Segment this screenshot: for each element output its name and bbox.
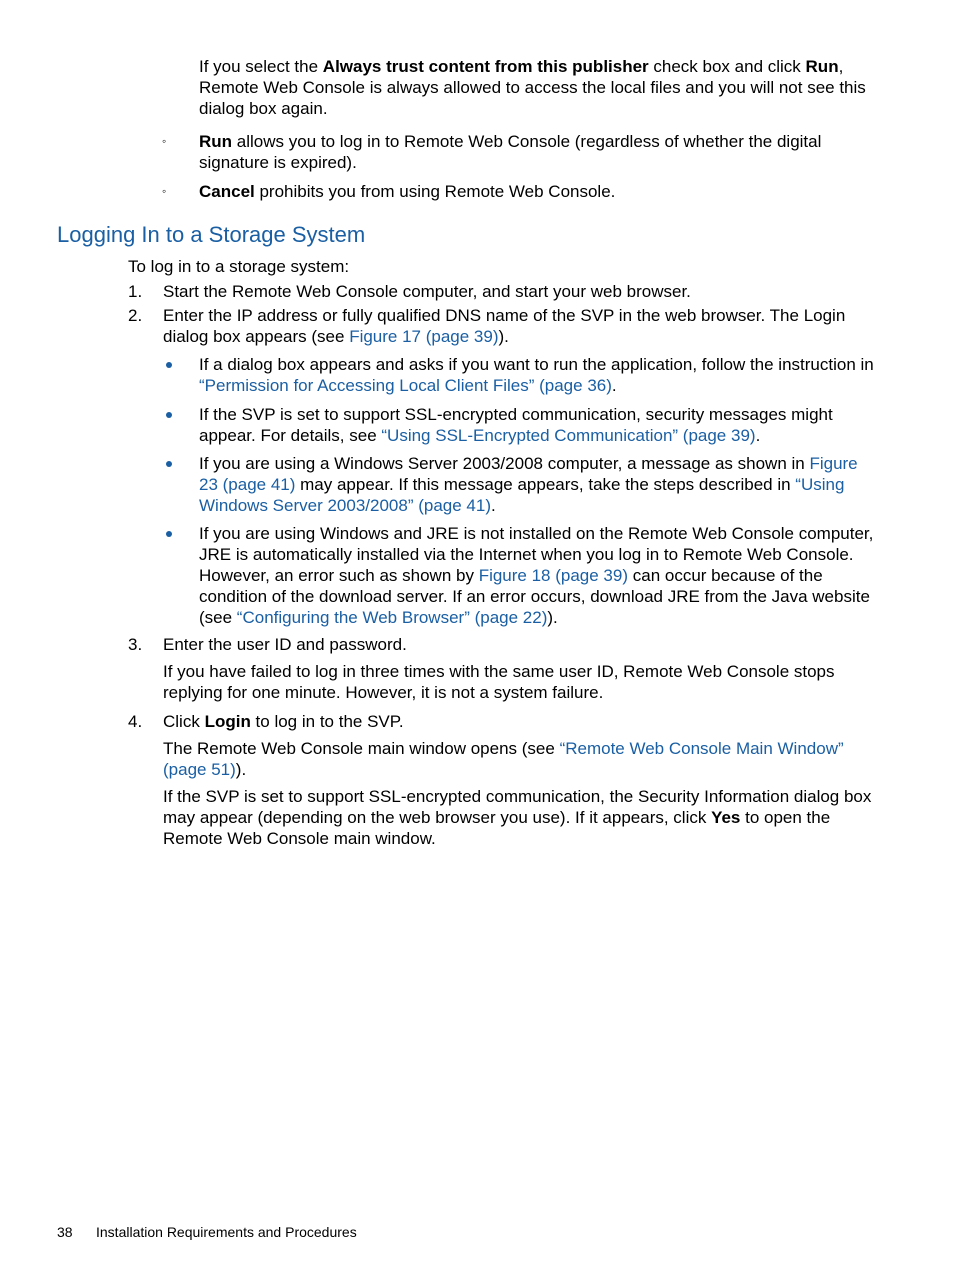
bullet-windows-server bbox=[199, 453, 874, 516]
text-span: If the SVP is set to support SSL-encrypted communication, security messages might appear. For details, see bbox=[199, 405, 833, 445]
step-3-note: If you have failed to log in three times with the same user ID, Remote Web Console stops replying for one minute. However, it is not a system failure. bbox=[163, 662, 835, 702]
bold-run-label: Run bbox=[199, 132, 233, 151]
step-1-text: Start the Remote Web Console computer, and start your web browser. bbox=[163, 282, 691, 301]
text-span: If you are using a Windows Server 2003/2008 computer, a message as shown in bbox=[199, 454, 810, 473]
text-span: . bbox=[755, 426, 761, 445]
text-span: The Remote Web Console main window opens (see bbox=[163, 739, 560, 758]
text-span: , Remote Web Console is always allowed to access the local files and you will not see this dialog box again. bbox=[199, 57, 866, 118]
text-span: Click bbox=[163, 712, 205, 731]
text-span: ). bbox=[498, 327, 509, 346]
step-4-text bbox=[163, 711, 874, 732]
text-span: may appear. If this message appears, take the steps described in bbox=[295, 475, 796, 494]
figure-18-link[interactable]: Figure 18 (page 39) bbox=[478, 566, 629, 585]
circle-bullet-icon: ◦ bbox=[162, 134, 167, 148]
text-span: . bbox=[611, 376, 617, 395]
step-3-text: Enter the user ID and password. bbox=[163, 635, 407, 654]
text-span: prohibits you from using Remote Web Console. bbox=[254, 182, 616, 201]
bullet-dot-icon bbox=[166, 531, 172, 537]
text-span: . bbox=[491, 496, 496, 515]
configuring-web-browser-link[interactable]: “Configuring the Web Browser” (page 22) bbox=[236, 608, 548, 627]
step-2-text bbox=[163, 305, 874, 347]
cancel-bullet-text bbox=[199, 181, 874, 202]
permission-local-files-link[interactable]: “Permission for Accessing Local Client Files” (page 36) bbox=[199, 376, 612, 395]
text-span: can occur because of the condition of the download server. If an error occurs, download JRE from the Java website (see bbox=[199, 566, 870, 627]
figure-23-link[interactable]: Figure 23 (page 41) bbox=[199, 454, 858, 494]
main-window-link[interactable]: “Remote Web Console Main Window” (page 51) bbox=[163, 739, 844, 779]
text-span: If you select the bbox=[199, 57, 323, 76]
text-span: ). bbox=[235, 760, 247, 779]
bold-cancel-label: Cancel bbox=[199, 182, 255, 201]
text-span: to open the Remote Web Console main window. bbox=[163, 808, 831, 848]
text-span: ). bbox=[547, 608, 558, 627]
step-number: 3. bbox=[128, 635, 143, 654]
step-4-note-main-window bbox=[163, 738, 874, 780]
text-span: check box and click bbox=[648, 57, 806, 76]
bullet-jre-install bbox=[199, 523, 874, 628]
step-number: 1. bbox=[128, 282, 143, 301]
step-4-note-security bbox=[163, 786, 874, 849]
trust-publisher-paragraph bbox=[199, 56, 874, 119]
text-span: to log in to the SVP. bbox=[250, 712, 404, 731]
text-span: If you are using Windows and JRE is not installed on the Remote Web Console computer, JRE is automatically installed via the Internet when you log in to Remote Web Console. However, an error such as shown by bbox=[199, 524, 874, 585]
text-span: If the SVP is set to support SSL-encrypted communication, the Security Information dialog box may appear (depending on the web browser you use). If it appears, click bbox=[163, 787, 872, 827]
bullet-dot-icon bbox=[166, 362, 172, 368]
page-number: 38 bbox=[57, 1224, 73, 1240]
bullet-dot-icon bbox=[166, 412, 172, 418]
text-span: allows you to log in to Remote Web Console (regardless of whether the digital signature is expired). bbox=[199, 132, 822, 172]
bold-checkbox-label: Always trust content from this publisher bbox=[322, 57, 649, 76]
text-span: Enter the IP address or fully qualified DNS name of the SVP in the web browser. The Login dialog box appears (see bbox=[163, 306, 846, 346]
bullet-run-application bbox=[199, 354, 874, 396]
run-bullet-text bbox=[199, 131, 874, 173]
section-lead: To log in to a storage system: bbox=[128, 257, 350, 276]
bullet-ssl-messages bbox=[199, 404, 874, 446]
step-number: 2. bbox=[128, 306, 143, 325]
ssl-communication-link[interactable]: “Using SSL-Encrypted Communication” (page 39) bbox=[381, 426, 756, 445]
bold-login-label: Login bbox=[204, 712, 251, 731]
circle-bullet-icon: ◦ bbox=[162, 184, 167, 198]
bold-yes-label: Yes bbox=[711, 808, 741, 827]
bold-run-label: Run bbox=[805, 57, 839, 76]
section-heading: Logging In to a Storage System bbox=[57, 222, 366, 247]
footer-chapter-title: Installation Requirements and Procedures bbox=[96, 1224, 357, 1240]
bullet-dot-icon bbox=[166, 461, 172, 467]
windows-server-link[interactable]: “Using Windows Server 2003/2008” (page 41) bbox=[199, 475, 845, 515]
text-span: If a dialog box appears and asks if you want to run the application, follow the instruction in bbox=[199, 355, 874, 374]
figure-17-link[interactable]: Figure 17 (page 39) bbox=[349, 327, 499, 346]
step-number: 4. bbox=[128, 712, 143, 731]
